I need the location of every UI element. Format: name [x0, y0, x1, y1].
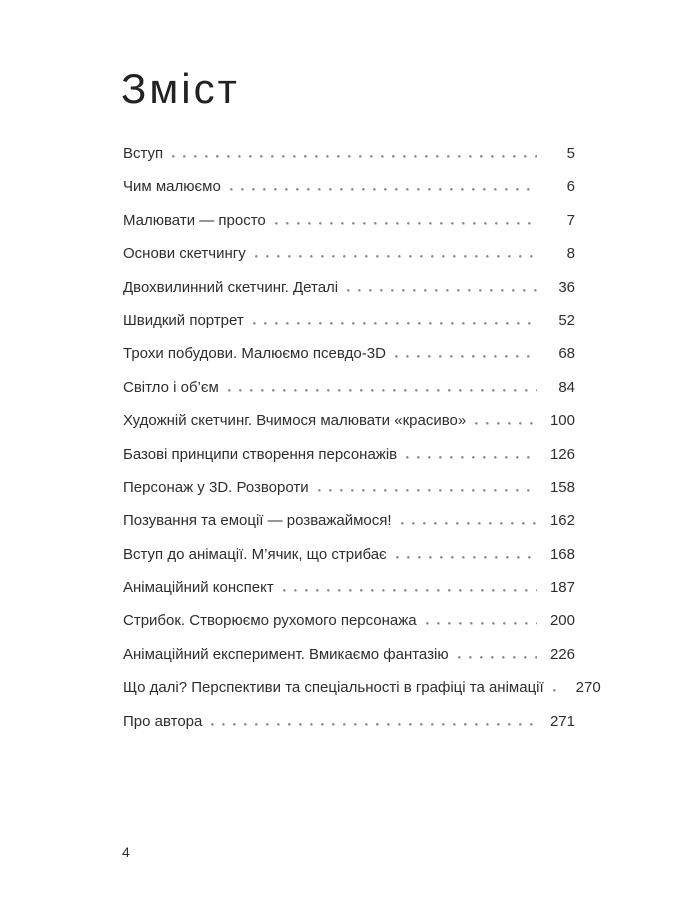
toc-entry-title: Персонаж у 3D. Розвороти [123, 478, 309, 496]
toc-entry [123, 504, 575, 537]
dotted-leader [283, 589, 537, 592]
toc-entry-page: 270 [575, 679, 601, 697]
toc-entry-title: Основи скетчингу [123, 245, 246, 263]
page-title: Зміст [121, 65, 240, 112]
toc-entry-page: 100 [549, 412, 575, 430]
dotted-leader [406, 456, 537, 459]
toc-entry-page: 52 [558, 311, 575, 329]
toc-entry-title: Художній скетчинг. Вчимося малювати «красиво» [123, 412, 467, 430]
toc-entry-title: Трохи побудови. Малюємо псевдо-3D [123, 345, 386, 363]
toc-entry-page: 68 [558, 345, 575, 363]
toc-entry-page: 162 [549, 512, 575, 530]
toc-entry [123, 204, 575, 237]
toc-entry [123, 638, 575, 671]
toc-entry-title: Вступ [123, 145, 164, 162]
dotted-leader [318, 489, 537, 492]
toc-list [123, 137, 601, 738]
toc-entry [123, 371, 575, 404]
toc-entry-title: Малювати — просто [123, 211, 266, 229]
dotted-leader [475, 422, 537, 425]
toc-entry-page: 158 [549, 478, 575, 496]
dotted-leader [211, 723, 537, 726]
toc-entry [123, 671, 601, 704]
toc-entry-page: 200 [549, 612, 575, 630]
toc-entry [123, 170, 575, 203]
dotted-leader [275, 222, 537, 225]
toc-entry-title: Анімаційний експеримент. Вмикаємо фантазію [123, 645, 449, 663]
dotted-leader [396, 556, 537, 559]
dotted-leader [395, 355, 537, 358]
toc-entry-title: Чим малюємо [123, 178, 221, 196]
toc-entry [123, 337, 575, 370]
toc-entry-page: 126 [549, 445, 575, 463]
toc-entry-page: 168 [549, 545, 575, 563]
toc-entry-page: 84 [558, 378, 575, 396]
toc-entry [123, 438, 575, 471]
dotted-leader [347, 289, 537, 292]
toc-entry [123, 237, 575, 270]
dotted-leader [255, 255, 537, 258]
toc-entry-title: Що далі? Перспективи та спеціальності в графіці та анімації [123, 679, 544, 697]
toc-entry [123, 538, 575, 571]
toc-entry [123, 137, 575, 170]
dotted-leader [458, 656, 537, 659]
toc-entry [123, 304, 575, 337]
dotted-leader [172, 155, 537, 158]
toc-entry [123, 571, 575, 604]
toc-entry-title: Про автора [123, 712, 203, 730]
dotted-leader [401, 522, 537, 525]
toc-entry-title: Вступ до анімації. М’ячик, що стрибає [123, 545, 387, 563]
dotted-leader [553, 689, 563, 692]
toc-entry [123, 404, 575, 437]
toc-entry [123, 471, 575, 504]
toc-entry-page: 5 [566, 145, 575, 162]
toc-entry-page: 8 [566, 245, 575, 263]
toc-entry-page: 6 [566, 178, 575, 196]
toc-entry-page: 187 [549, 579, 575, 597]
toc-entry-title: Стрибок. Створюємо рухомого персонажа [123, 612, 417, 630]
toc-entry-page: 36 [558, 278, 575, 296]
dotted-leader [230, 188, 537, 191]
dotted-leader [253, 322, 537, 325]
toc-entry-title: Двохвилинний скетчинг. Деталі [123, 278, 339, 296]
dotted-leader [228, 389, 537, 392]
toc-entry-title: Позування та емоції — розважаймося! [123, 512, 392, 530]
toc-entry [123, 705, 575, 738]
toc-entry-page: 7 [566, 211, 575, 229]
toc-entry-title: Світло і об’єм [123, 378, 219, 396]
toc-entry [123, 604, 575, 637]
toc-entry-page: 226 [549, 645, 575, 663]
toc-entry-title: Анімаційний конспект [123, 579, 274, 597]
toc-entry-page: 271 [549, 712, 575, 730]
dotted-leader [426, 622, 537, 625]
page-number: 4 [122, 844, 130, 860]
toc-entry-title: Швидкий портрет [123, 311, 244, 329]
toc-entry-title: Базові принципи створення персонажів [123, 445, 398, 463]
toc-entry [123, 271, 575, 304]
